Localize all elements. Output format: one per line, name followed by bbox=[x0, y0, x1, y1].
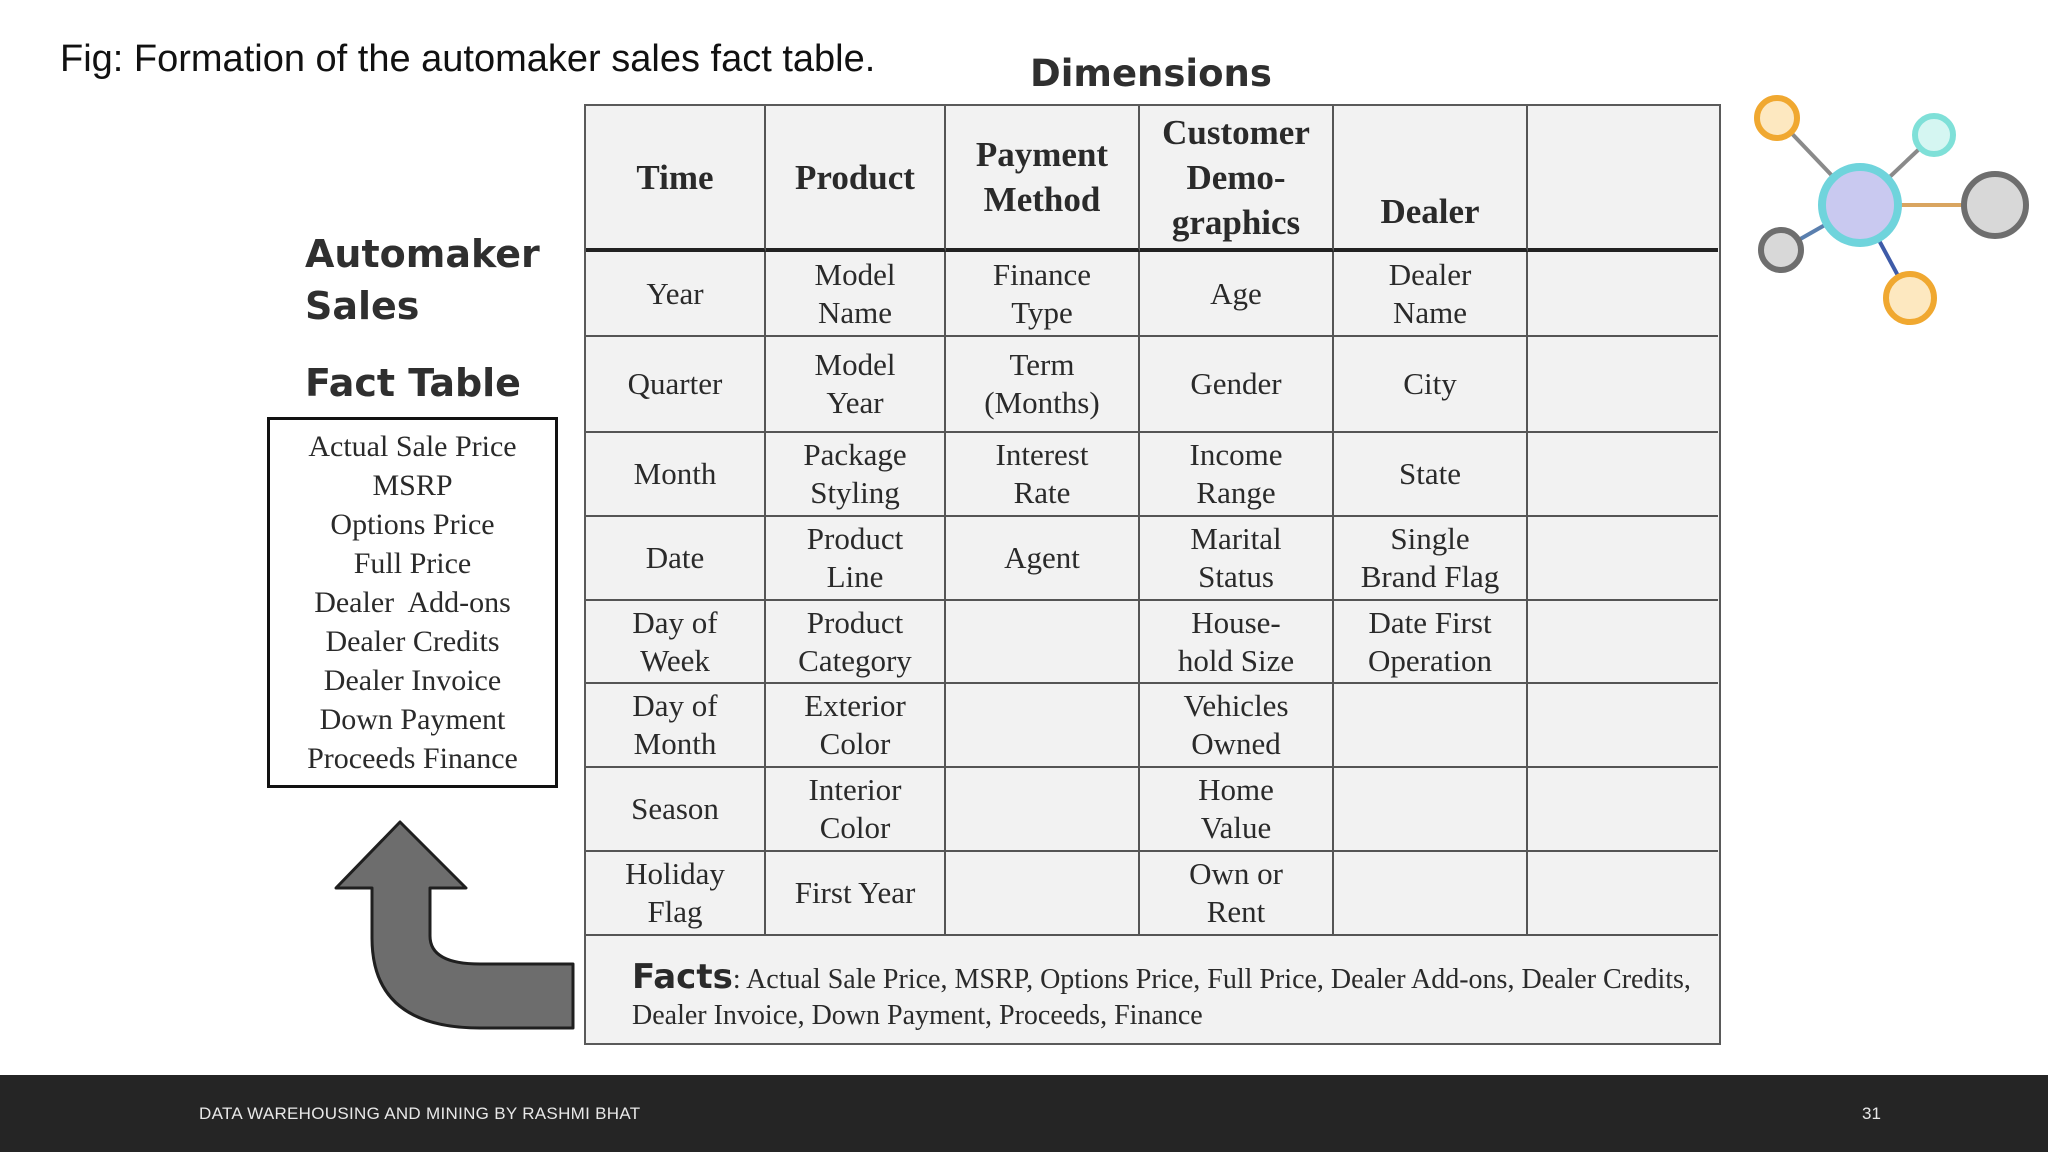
figure-caption: Fig: Formation of the automaker sales fact table. bbox=[60, 38, 876, 80]
table-cell: Product Category bbox=[766, 601, 946, 684]
table-cell: Term (Months) bbox=[946, 337, 1140, 433]
table-cell: Vehicles Owned bbox=[1140, 684, 1334, 768]
facts-summary bbox=[632, 959, 1709, 1034]
dimensions-heading: Dimensions bbox=[1030, 52, 1272, 95]
table-cell bbox=[1528, 768, 1718, 852]
fact-table-title-line3: Fact Table bbox=[305, 361, 521, 405]
fact-measure: Dealer Credits bbox=[325, 625, 500, 658]
table-cell: Income Range bbox=[1140, 433, 1334, 517]
table-cell bbox=[1528, 517, 1718, 601]
table-cell bbox=[1528, 337, 1718, 433]
table-cell: Interior Color bbox=[766, 768, 946, 852]
fact-measure: Dealer Add-ons bbox=[314, 586, 511, 619]
table-cell bbox=[946, 601, 1140, 684]
fact-table-title-line2: Sales bbox=[305, 284, 420, 328]
header-customer-demographics: Customer Demo- graphics bbox=[1140, 106, 1334, 252]
table-cell: First Year bbox=[766, 852, 946, 936]
table-cell bbox=[1528, 252, 1718, 337]
facts-text: Actual Sale Price, MSRP, Options Price, Full Price, Dealer Add-ons, Dealer Credits, Dealer Invoice, Down Payment, Proceeds, Finance bbox=[632, 964, 1691, 1031]
table-cell: Month bbox=[586, 433, 766, 517]
table-cell bbox=[946, 768, 1140, 852]
facts-colon: : bbox=[732, 964, 741, 995]
fact-table-title-line1: Automaker bbox=[305, 232, 540, 276]
table-cell bbox=[1528, 601, 1718, 684]
header-payment-method: Payment Method bbox=[946, 106, 1140, 252]
table-cell: Interest Rate bbox=[946, 433, 1140, 517]
network-graph-icon bbox=[1745, 85, 2035, 335]
table-cell bbox=[1334, 768, 1528, 852]
table-cell bbox=[946, 684, 1140, 768]
header-time: Time bbox=[586, 106, 766, 252]
table-cell: State bbox=[1334, 433, 1528, 517]
table-cell: City bbox=[1334, 337, 1528, 433]
footer-text: DATA WAREHOUSING AND MINING BY RASHMI BHAT bbox=[199, 1104, 641, 1123]
table-cell: Finance Type bbox=[946, 252, 1140, 337]
up-left-arrow-icon bbox=[330, 818, 580, 1036]
table-cell: Single Brand Flag bbox=[1334, 517, 1528, 601]
fact-measure: Dealer Invoice bbox=[323, 664, 502, 697]
table-cell: Season bbox=[586, 768, 766, 852]
table-cell: Model Year bbox=[766, 337, 946, 433]
table-cell: Date First Operation bbox=[1334, 601, 1528, 684]
header-product: Product bbox=[766, 106, 946, 252]
table-cell bbox=[1528, 852, 1718, 936]
table-cell bbox=[1334, 852, 1528, 936]
table-cell: Marital Status bbox=[1140, 517, 1334, 601]
table-cell bbox=[946, 852, 1140, 936]
table-cell: Day of Week bbox=[586, 601, 766, 684]
table-cell: Year bbox=[586, 252, 766, 337]
fact-table-measures-box bbox=[267, 417, 558, 788]
table-cell: Gender bbox=[1140, 337, 1334, 433]
table-cell: House- hold Size bbox=[1140, 601, 1334, 684]
table-cell: Dealer Name bbox=[1334, 252, 1528, 337]
dimensions-table bbox=[584, 104, 1721, 1045]
table-cell: Holiday Flag bbox=[586, 852, 766, 936]
table-cell: Product Line bbox=[766, 517, 946, 601]
table-cell: Quarter bbox=[586, 337, 766, 433]
fact-measure: Actual Sale Price bbox=[308, 430, 517, 463]
table-cell: Age bbox=[1140, 252, 1334, 337]
fact-measure: Proceeds Finance bbox=[307, 742, 518, 775]
table-cell bbox=[1528, 684, 1718, 768]
fact-measure: Down Payment bbox=[319, 703, 506, 736]
table-cell: Package Styling bbox=[766, 433, 946, 517]
table-cell: Date bbox=[586, 517, 766, 601]
table-cell: Exterior Color bbox=[766, 684, 946, 768]
fact-measure: Full Price bbox=[353, 547, 472, 580]
facts-label: Facts bbox=[632, 957, 733, 997]
dimensions-grid bbox=[586, 106, 1719, 936]
table-cell: Agent bbox=[946, 517, 1140, 601]
table-cell: Day of Month bbox=[586, 684, 766, 768]
table-cell bbox=[1528, 433, 1718, 517]
table-cell: Home Value bbox=[1140, 768, 1334, 852]
fact-measure: MSRP bbox=[372, 469, 453, 502]
header-empty bbox=[1528, 106, 1718, 252]
footer-bar bbox=[0, 1075, 2048, 1152]
table-cell: Own or Rent bbox=[1140, 852, 1334, 936]
page-number: 31 bbox=[1862, 1104, 1881, 1123]
header-dealer: Dealer bbox=[1334, 106, 1528, 252]
table-cell bbox=[1334, 684, 1528, 768]
table-cell: Model Name bbox=[766, 252, 946, 337]
fact-measure: Options Price bbox=[330, 508, 495, 541]
